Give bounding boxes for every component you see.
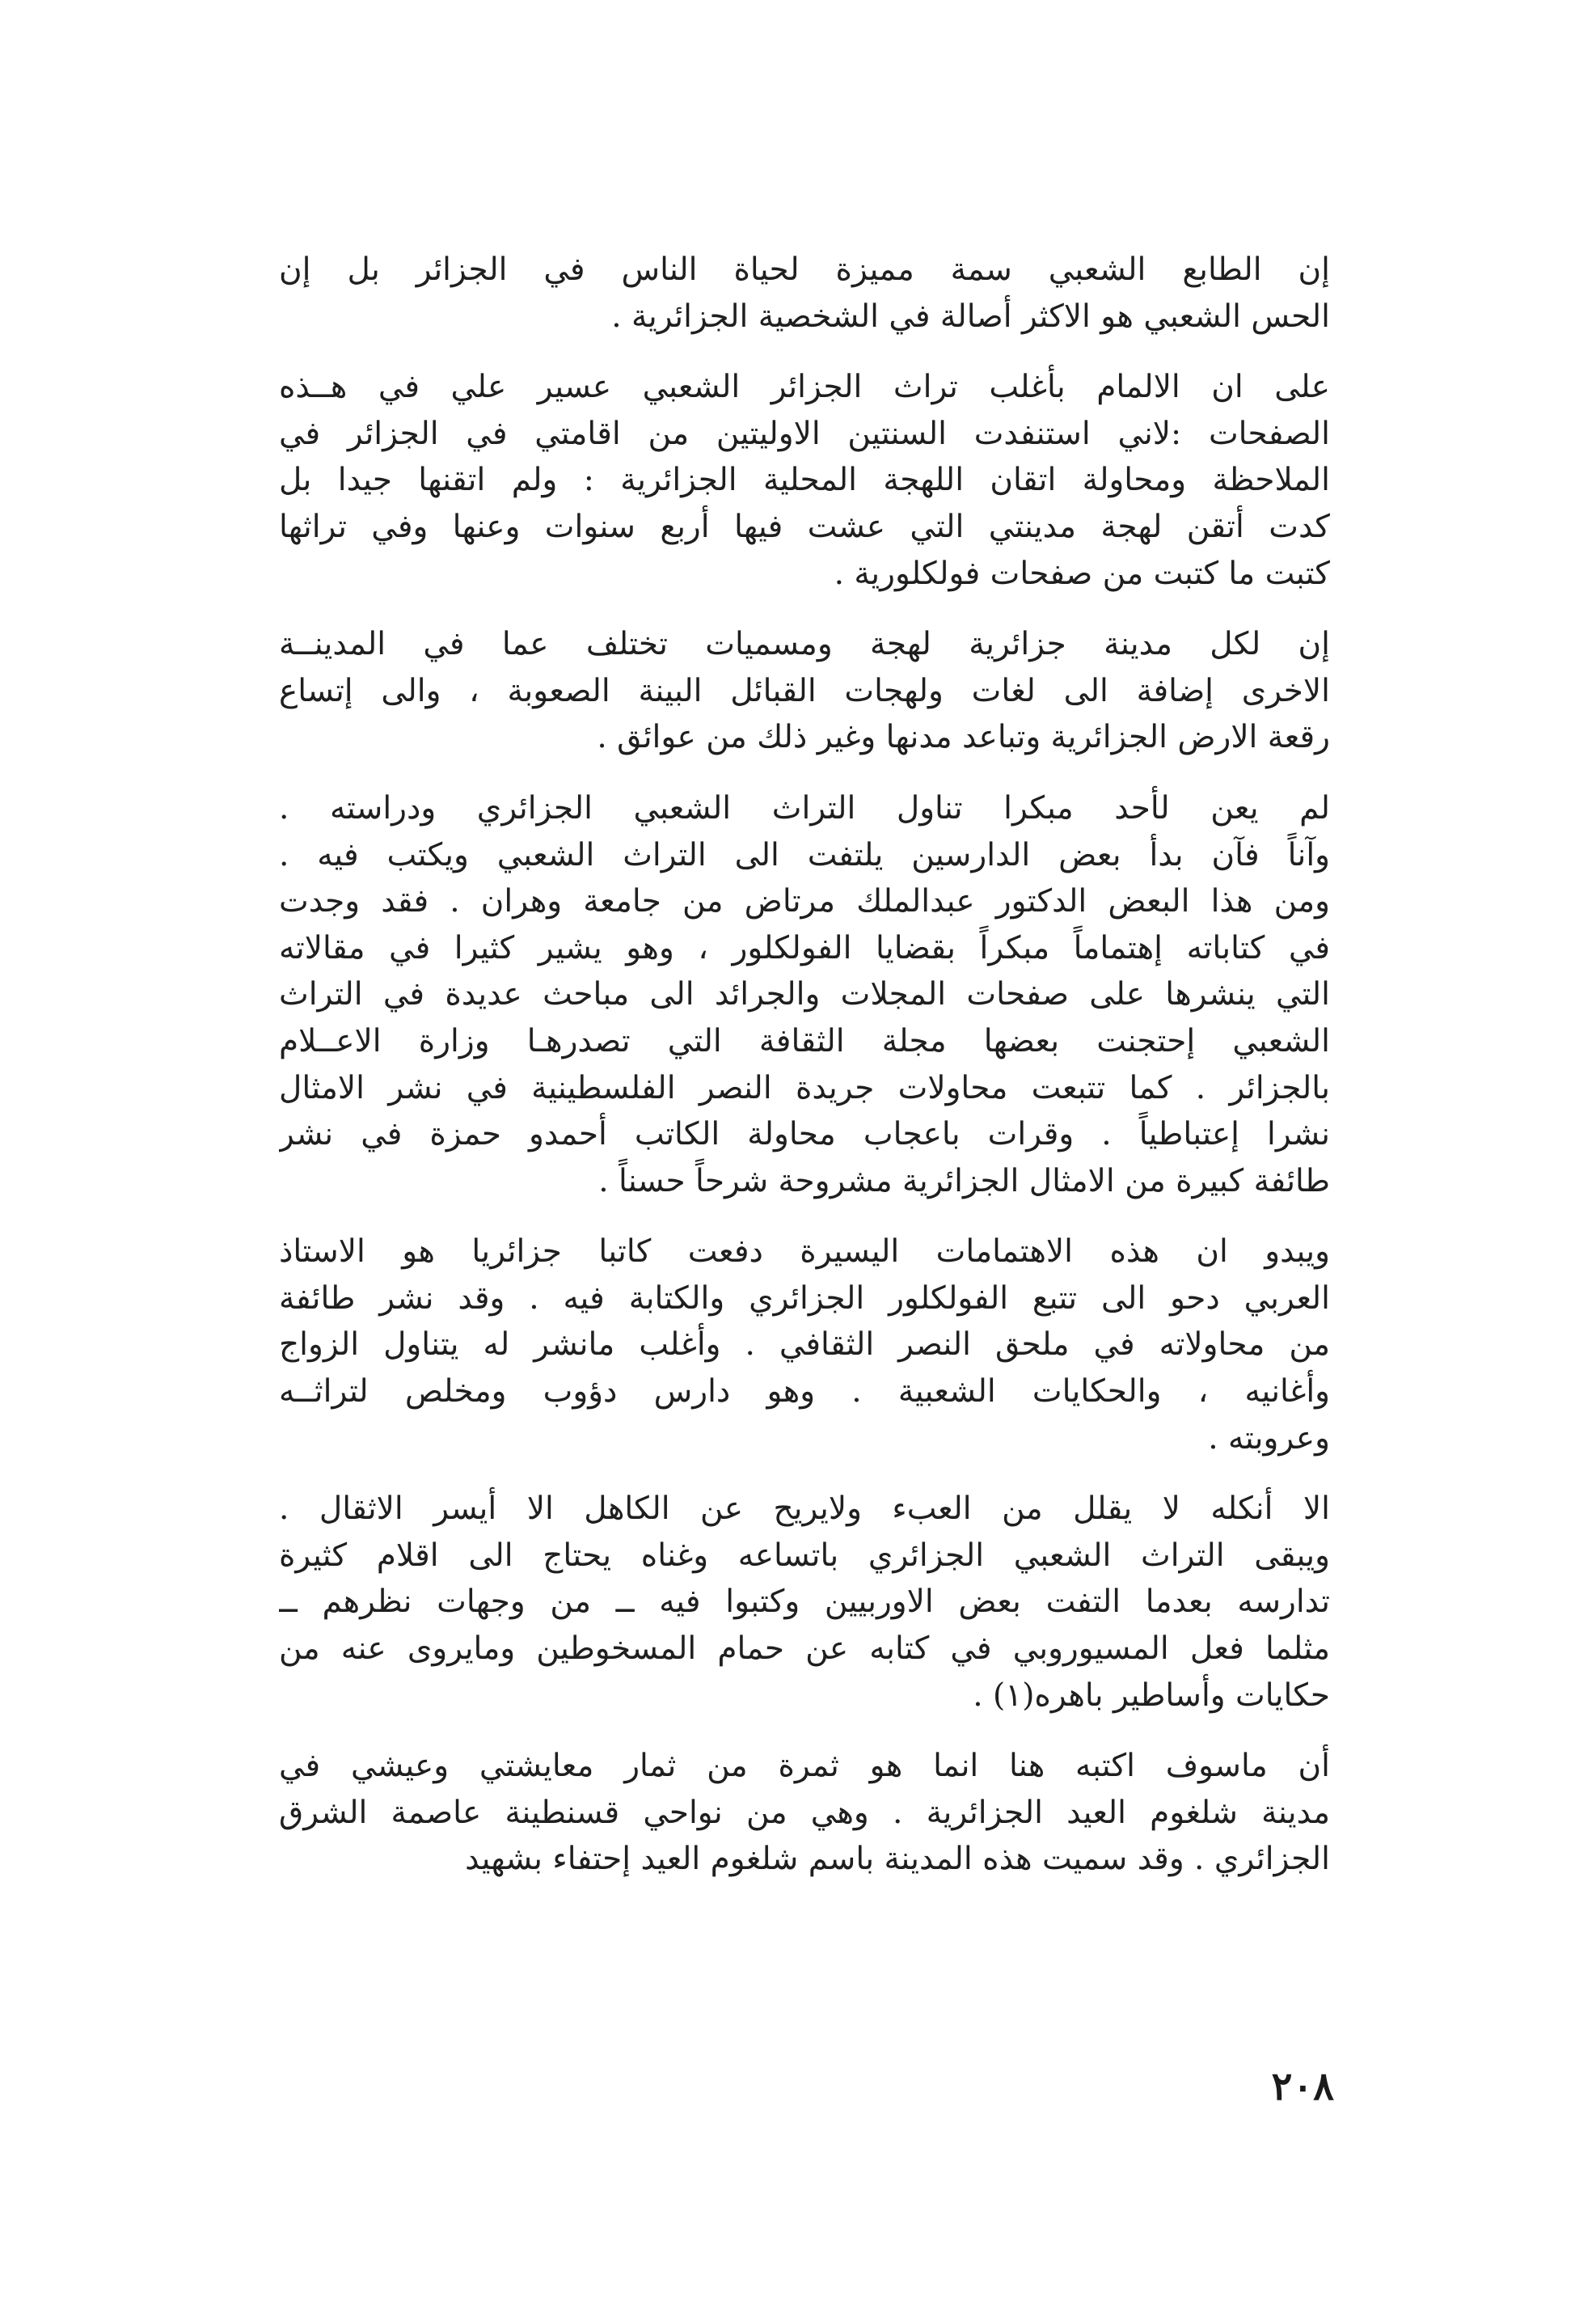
text-line: من محاولاته في ملحق النصر الثقافي . وأغلب مانشر له يتناول الزواج <box>279 1326 1330 1364</box>
text-line: الاخرى إضافة الى لغات ولهجات القبائل البينة الصعوبة ، والى إتساع <box>279 672 1330 709</box>
text-line: الملاحظة ومحاولة اتقان اللهجة المحلية الجزائرية : ولم اتقنها جيدا بل <box>279 462 1330 499</box>
text-line: لم يعن لأحد مبكرا تناول التراث الشعبي الجزائري ودراسته . <box>279 789 1330 827</box>
text-line: الا أنكله لا يقلل من العبء ولايريح عن الكاهل الا أيسر الاثقال . <box>279 1491 1330 1528</box>
text-line: الشعبي إحتجنت بعضها مجلة الثقافة التي تصدرهـا وزارة الاعــلام <box>279 1022 1330 1059</box>
page-number: ٢٠٨ <box>1271 2064 1334 2109</box>
paragraph <box>279 364 1330 597</box>
body-text <box>279 247 1330 1907</box>
text-line: التي ينشرها على صفحات المجلات والجرائد الى مباحث عديدة في التراث <box>279 976 1330 1013</box>
text-line: وآناً فآن بدأ بعض الدارسين يلتفت الى التراث الشعبي ويكتب فيه . <box>279 836 1330 873</box>
text-line: الجزائري . وقد سميت هذه المدينة باسم شلغوم العيد إحتفاء بشهيد <box>465 1841 1330 1878</box>
paragraph <box>279 247 1330 340</box>
text-line: كتبت ما كتبت من صفحات فولكلورية . <box>834 555 1330 592</box>
text-line: الصفحات :لاني استنفدت السنتين الاوليتين من اقامتي في الجزائر في <box>279 415 1330 452</box>
text-line: مدينة شلغوم العيد الجزائرية . وهي من نواحي قسنطينة عاصمة الشرق <box>279 1794 1330 1831</box>
text-line: الحس الشعبي هو الاكثر أصالة في الشخصية الجزائرية . <box>611 298 1330 335</box>
paragraph <box>279 1229 1330 1461</box>
text-line: العربي دحو الى تتبع الفولكلور الجزائري والكتابة فيه . وقد نشر طائفة <box>279 1279 1330 1317</box>
text-line: وعروبته . <box>1208 1419 1330 1457</box>
text-line: نشرا إعتباطياً . وقرات باعجاب محاولة الكاتب أحمدو حمزة في نشر <box>279 1116 1330 1153</box>
text-line: طائفة كبيرة من الامثال الجزائرية مشروحة شرحاً حسناً . <box>598 1162 1330 1199</box>
paragraph <box>279 1486 1330 1719</box>
paragraph <box>279 621 1330 761</box>
text-line: مثلما فعل المسيوروبي في كتابه عن حمام المسخوطين ومايروى عنه من <box>279 1630 1330 1668</box>
text-line: في كتاباته إهتماماً مبكراً بقضايا الفولكلور ، وهو يشير كثيرا في مقالاته <box>279 929 1330 966</box>
text-line: أن ماسوف اكتبه هنا انما هو ثمرة من ثمار معايشتي وعيشي في <box>279 1748 1330 1785</box>
text-line: ويبدو ان هذه الاهتمامات اليسيرة دفعت كاتبا جزائريا هو الاستاذ <box>279 1233 1330 1271</box>
paragraph <box>279 1743 1330 1883</box>
text-line: رقعة الارض الجزائرية وتباعد مدنها وغير ذلك من عوائق . <box>597 719 1330 756</box>
text-line: إن الطابع الشعبي سمة مميزة لحياة الناس في الجزائر بل إن <box>279 252 1330 288</box>
text-line: على ان الالمام بأغلب تراث الجزائر الشعبي عسير علي في هــذه <box>279 369 1330 406</box>
text-line: بالجزائر . كما تتبعت محاولات جريدة النصر الفلسطينية في نشر الامثال <box>279 1069 1330 1106</box>
text-line: حكايات وأساطير باهره(١) . <box>973 1677 1330 1714</box>
text-line: ويبقى التراث الشعبي الجزائري باتساعه وغناه يحتاج الى اقلام كثيرة <box>279 1537 1330 1574</box>
text-line: كدت أتقن لهجة مدينتي التي عشت فيها أربع سنوات وعنها وفي تراثها <box>279 508 1330 545</box>
text-line: ومن هذا البعض الدكتور عبدالملك مرتاض من جامعة وهران . فقد وجدت <box>279 883 1330 920</box>
text-line: إن لكل مدينة جزائرية لهجة ومسميات تختلف عما في المدينــة <box>279 626 1330 663</box>
text-line: تدارسه بعدما التفت بعض الاوربيين وكتبوا فيه ــ من وجهات نظرهم ــ <box>279 1584 1330 1621</box>
text-line: وأغانيه ، والحكايات الشعبية . وهو دارس دؤوب ومخلص لتراثــه <box>279 1373 1330 1410</box>
paragraph <box>279 785 1330 1204</box>
